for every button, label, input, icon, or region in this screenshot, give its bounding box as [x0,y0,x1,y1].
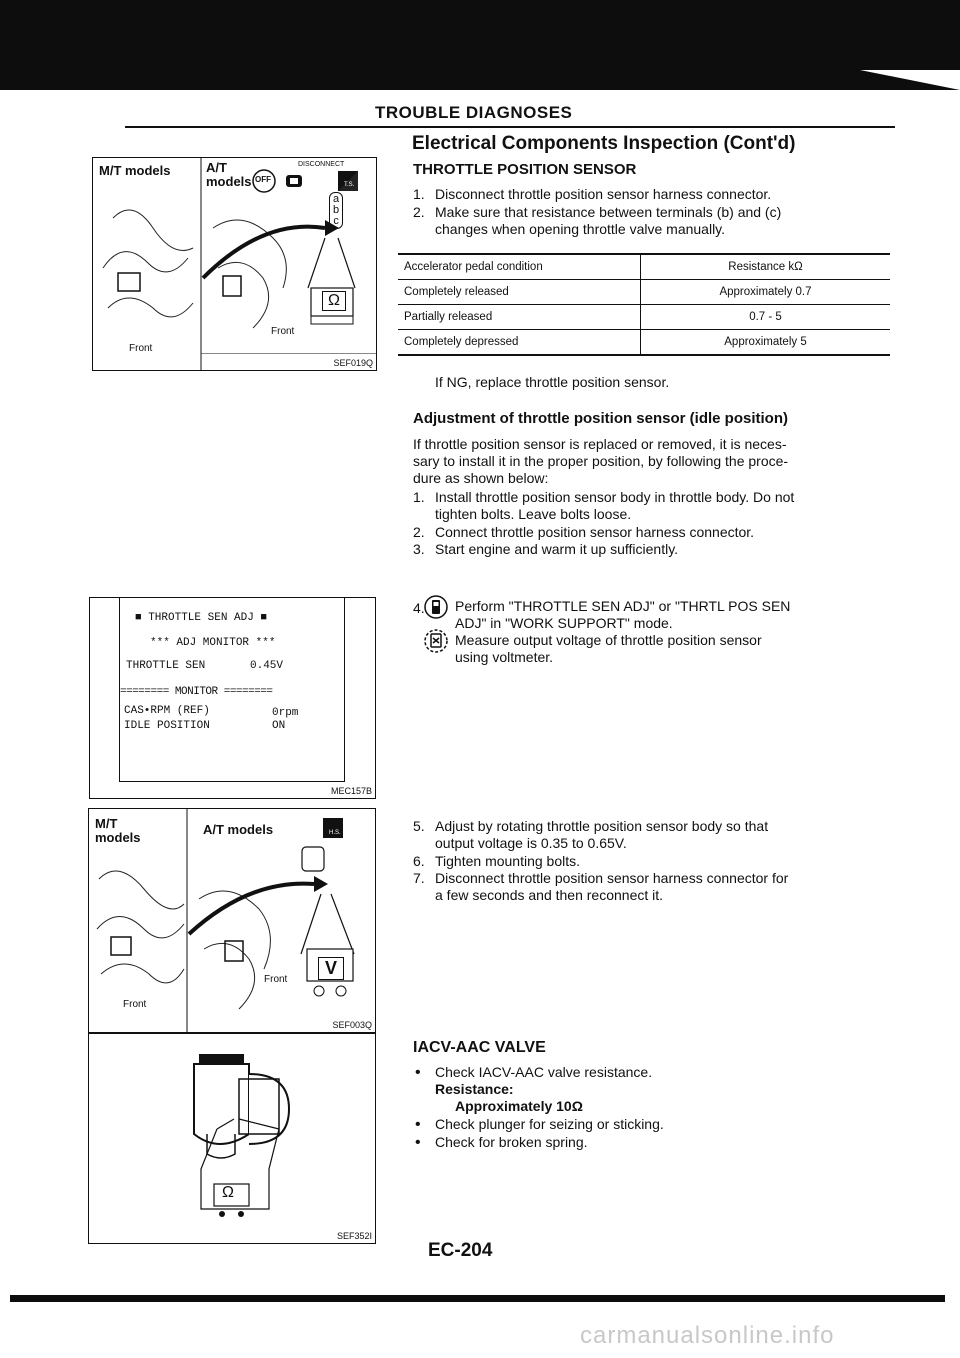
screen-monitor-divider: ======== MONITOR ======== [120,686,273,698]
adjust-step-4-l1: Perform "THROTTLE SEN ADJ" or "THRTL POS SEN [455,598,791,614]
table-cell: Approximately 0.7 [641,280,891,305]
iacv-resistance-label: Resistance: [435,1081,514,1097]
fig2-code: MEC157B [330,786,372,796]
table-cell: Completely released [398,280,641,305]
resistance-table [398,253,890,356]
section-header: TROUBLE DIAGNOSES [375,103,573,122]
screen-throttle-value: 0.45V [250,660,284,672]
adjust-step-4-l3: Measure output voltage of throttle position sensor [455,632,762,648]
adjust-step-4-l4: using voltmeter. [455,649,554,665]
iacv-resistance-value: Approximately 10Ω [455,1098,583,1114]
tps-step-1: 1. Disconnect throttle position sensor harness connector. [413,186,772,202]
adjust-step-5: 5. Adjust by rotating throttle position sensor body so that [413,818,769,834]
adjust-step-2: 2. Connect throttle position sensor harness connector. [413,524,755,540]
figure-tps-resistance [92,157,377,371]
ts-tool-text: T.S. [344,182,355,188]
fig3-code: SEF003Q [332,1020,372,1030]
ng-note: If NG, replace throttle position sensor. [435,374,670,390]
screen-adj-monitor: *** ADJ MONITOR *** [150,637,276,649]
adjust-intro-3: dure as shown below: [413,470,549,486]
table-cell: 0.7 - 5 [641,305,891,330]
table-header: Accelerator pedal condition [398,254,641,280]
adjust-intro-1: If throttle position sensor is replaced or removed, it is neces- [413,436,787,452]
page-number: EC-204 [428,1240,493,1261]
figure-consult-screen [89,597,376,799]
fig3-front-right: Front [264,974,288,985]
fig1-models-label: models [206,174,252,189]
voltmeter-symbol: V [318,957,344,980]
fig3-mt-label: M/T [95,816,118,831]
fig3-at-label: A/T models [203,822,274,837]
engine-sketch-illustration [93,158,376,370]
screen-idle-value: ON [272,720,286,732]
consult-tool-icon [423,593,449,621]
adjust-step-3: 3. Start engine and warm it up sufficiently. [413,541,679,557]
ohmmeter-symbol: Ω [222,1184,234,1201]
voltmeter-tool-icon [423,627,449,655]
fig1-front-right: Front [271,326,295,337]
fig1-at-label: A/T [206,160,227,175]
adjust-step-4-number: 4. [413,600,425,616]
table-cell: Completely depressed [398,330,641,356]
adjust-step-7-cont: a few seconds and then reconnect it. [435,887,664,903]
header-rule [125,126,895,128]
adjust-step-1-cont: tighten bolts. Leave bolts loose. [435,506,632,522]
fig1-code: SEF019Q [333,358,373,368]
table-row [398,305,890,330]
table-header: Resistance kΩ [641,254,891,280]
iacv-valve-illustration [89,1034,375,1243]
disconnect-label: DISCONNECT [298,161,345,168]
fig3-front-left: Front [123,999,147,1010]
fig4-code: SEF352I [336,1231,372,1241]
table-header-row [398,254,890,280]
ohmmeter-symbol: Ω [322,291,346,311]
screen-throttle-label: THROTTLE SEN [126,660,206,672]
figure-iacv-resistance [88,1033,376,1244]
adjust-step-6: 6. Tighten mounting bolts. [413,853,581,869]
screen-rpm-value: 0rpm [272,707,299,719]
iacv-heading: IACV-AAC VALVE [413,1039,546,1056]
page-title: Electrical Components Inspection (Cont'd) [412,133,796,154]
adjust-heading: Adjustment of throttle position sensor (idle position) [413,410,788,427]
adjust-step-1: 1. Install throttle position sensor body in throttle body. Do not [413,489,795,505]
watermark: carmanualsonline.info [580,1322,835,1349]
table-row [398,280,890,305]
tps-step-2: 2. Make sure that resistance between terminals (b) and (c) [413,204,782,220]
top-black-band [0,0,960,90]
terminal-labels: a b c [329,192,343,229]
tps-heading: THROTTLE POSITION SENSOR [413,161,637,178]
hs-tool-text: H.S. [329,830,341,836]
screen-idle-label: IDLE POSITION [124,720,210,732]
iacv-bullet-3: • Check for broken spring. [435,1134,588,1151]
iacv-bullet-2: • Check plunger for seizing or sticking. [435,1116,664,1133]
table-cell: Approximately 5 [641,330,891,356]
disconnect-connector-icon [283,170,305,192]
figure-tps-voltage [88,808,376,1033]
fig3-models-label: models [95,830,141,845]
ignition-off-text: OFF [255,175,271,184]
table-row [398,330,890,356]
adjust-intro-2: sary to install it in the proper position, by following the proce- [413,453,789,469]
screen-rpm-label: CAS•RPM (REF) [124,705,210,717]
bottom-black-band [10,1295,945,1302]
table-cell: Partially released [398,305,641,330]
adjust-step-7: 7. Disconnect throttle position sensor harness connector for [413,870,789,886]
screen-title: ■ THROTTLE SEN ADJ ■ [135,612,268,624]
tps-step-2-cont: changes when opening throttle valve manually. [435,221,726,237]
iacv-bullet-1: • Check IACV-AAC valve resistance. [435,1064,652,1081]
ts-tool-icon [337,170,359,192]
adjust-step-4-l2: ADJ" in "WORK SUPPORT" mode. [455,615,673,631]
adjust-step-5-cont: output voltage is 0.35 to 0.65V. [435,835,627,851]
fig1-mt-label: M/T models [99,163,171,178]
fig1-front-left: Front [129,343,153,354]
